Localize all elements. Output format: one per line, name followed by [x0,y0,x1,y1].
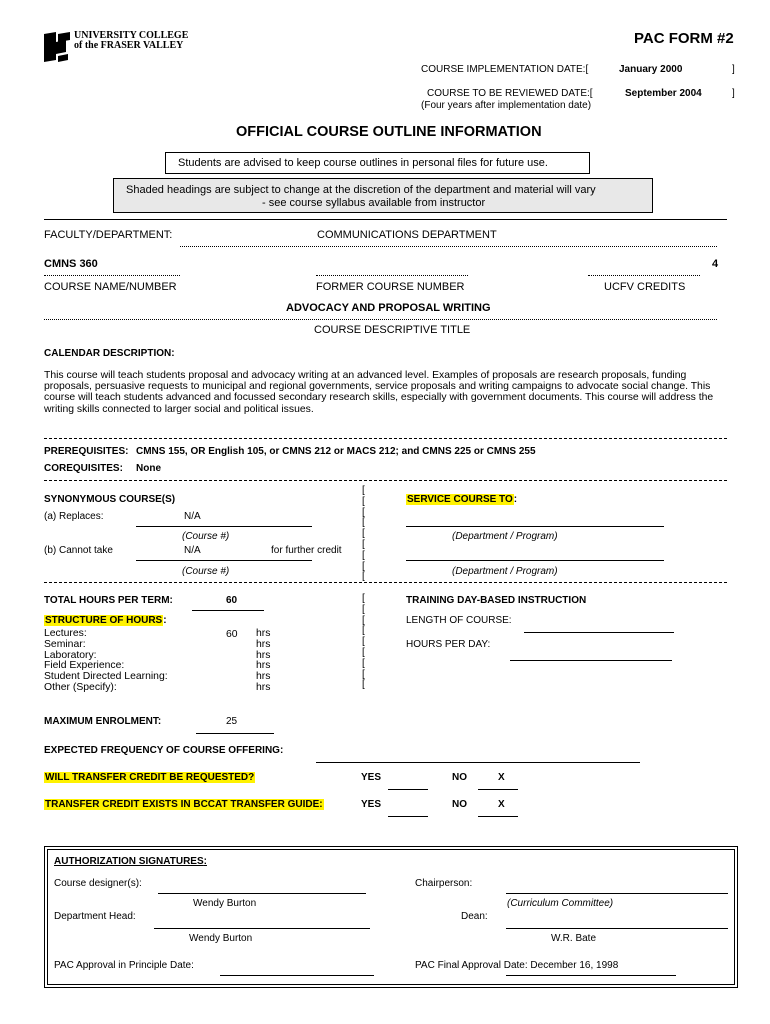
prereq-label: PREREQUISITES: [44,446,129,457]
hours-row-other: Other (Specify): [44,681,117,693]
impl-date-value: January 2000 [619,64,683,75]
review-date-bracket: ] [732,88,735,99]
synonymous-label: SYNONYMOUS COURSE(S) [44,494,176,505]
cannot-take-value: N/A [184,545,201,556]
pac-principle-label: PAC Approval in Principle Date: [54,960,194,971]
impl-date-bracket: ] [732,64,735,75]
hours-row-laboratory: Laboratory: [44,649,97,661]
course-credits: 4 [712,258,719,270]
transfer-request-no: NO [452,772,467,783]
calendar-description: This course will teach students proposal and advocacy writing at an advanced level. Examples of proposals are research proposals, funding proposals, persuasive requests to municipal and regional governments, service proposals and writing campaigns to advocate social change. This course will teach students advanced and focussed secondary research skills, especially with government documents. This course will address the writing skills connected to larger social and political issues. [44,370,714,415]
training-label: TRAINING DAY-BASED INSTRUCTION [406,595,587,606]
max-enrolment-label: MAXIMUM ENROLMENT: [44,716,162,727]
chair-note: (Curriculum Committee) [507,898,614,909]
course-name-label: COURSE NAME/NUMBER [44,281,177,293]
designer-name: Wendy Burton [193,898,257,909]
transfer-exists-yes: YES [361,799,382,810]
transfer-exists-question: TRANSFER CREDIT EXISTS IN BCCAT TRANSFER GUIDE: [45,799,323,810]
shaded-notice-line-1: Shaded headings are subject to change at the discretion of the department and material will vary [126,184,596,196]
coreq-label: COREQUISITES: [44,463,123,474]
dept-head-label: Department Head: [54,911,136,922]
designer-label: Course designer(s): [54,878,142,889]
hours-row-field: Field Experience: [44,660,125,672]
dept-head-name: Wendy Burton [189,933,253,944]
course-title-label: COURSE DESCRIPTIVE TITLE [314,324,471,336]
shaded-notice-box [113,178,653,213]
review-date-value: September 2004 [625,88,702,99]
dept-program-caption-2: (Department / Program) [452,566,558,577]
course-number: CMNS 360 [44,258,98,270]
hours-row-seminar: Seminar: [44,638,86,650]
logo-line-2: of the FRASER VALLEY [74,40,184,51]
length-of-course-label: LENGTH OF COURSE: [406,615,512,626]
coreq-value: None [136,463,161,474]
pac-final-label: PAC Final Approval Date: December 16, 1998 [415,960,619,971]
course-number-caption-1: (Course #) [182,531,230,542]
shaded-notice-line-2: - see course syllabus available from instructor [262,197,486,209]
faculty-value: COMMUNICATIONS DEPARTMENT [317,229,497,241]
notice-box [165,152,590,174]
authorization-label: AUTHORIZATION SIGNATURES: [54,856,207,867]
dean-label: Dean: [461,911,488,922]
structure-hours-label: STRUCTURE OF HOURS: [45,615,167,626]
review-date-note: (Four years after implementation date) [421,100,592,111]
calendar-label: CALENDAR DESCRIPTION: [44,348,175,359]
hours-row-sdl: Student Directed Learning: [44,671,168,683]
transfer-request-yes: YES [361,772,382,783]
credits-label: UCFV CREDITS [604,281,686,293]
frequency-label: EXPECTED FREQUENCY OF COURSE OFFERING: [44,745,284,756]
total-hours-label: TOTAL HOURS PER TERM: [44,595,173,606]
further-credit-label: for further credit [271,545,342,556]
notice-text: Students are advised to keep course outlines in personal files for future use. [178,157,548,169]
impl-date-label: COURSE IMPLEMENTATION DATE:[ [421,64,589,75]
faculty-label: FACULTY/DEPARTMENT: [44,229,173,241]
transfer-exists-mark: X [498,799,505,810]
transfer-exists-no: NO [452,799,467,810]
max-enrolment-value: 25 [226,716,238,727]
transfer-request-mark: X [498,772,505,783]
form-title: PAC FORM #2 [634,30,734,47]
former-course-label: FORMER COURSE NUMBER [316,281,465,293]
replaces-value: N/A [184,511,201,522]
logo-line-1: UNIVERSITY COLLEGE [74,30,189,41]
course-number-caption-2: (Course #) [182,566,230,577]
service-course-label: SERVICE COURSE TO: [407,494,518,505]
dean-name: W.R. Bate [551,933,597,944]
transfer-request-question: WILL TRANSFER CREDIT BE REQUESTED? [45,772,255,783]
dept-program-caption-1: (Department / Program) [452,531,558,542]
prereq-value: CMNS 155, OR English 105, or CMNS 212 or MACS 212; and CMNS 225 or CMNS 255 [136,446,536,457]
chairperson-label: Chairperson: [415,878,473,889]
cannot-take-label: (b) Cannot take [44,545,113,556]
total-hours-value: 60 [226,595,238,606]
hours-rows [44,629,168,694]
lectures-hours-value: 60 [226,629,238,640]
review-date-label: COURSE TO BE REVIEWED DATE:[ [427,88,593,99]
course-title-value: ADVOCACY AND PROPOSAL WRITING [286,302,491,314]
replaces-label: (a) Replaces: [44,511,104,522]
hours-units: hrs hrs hrs hrs hrs hrs [256,628,271,693]
page-title: OFFICIAL COURSE OUTLINE INFORMATION [236,124,542,140]
hours-per-day-label: HOURS PER DAY: [406,639,491,650]
ucfv-logo-icon [42,30,72,62]
hours-row-lectures: Lectures: [44,628,87,639]
